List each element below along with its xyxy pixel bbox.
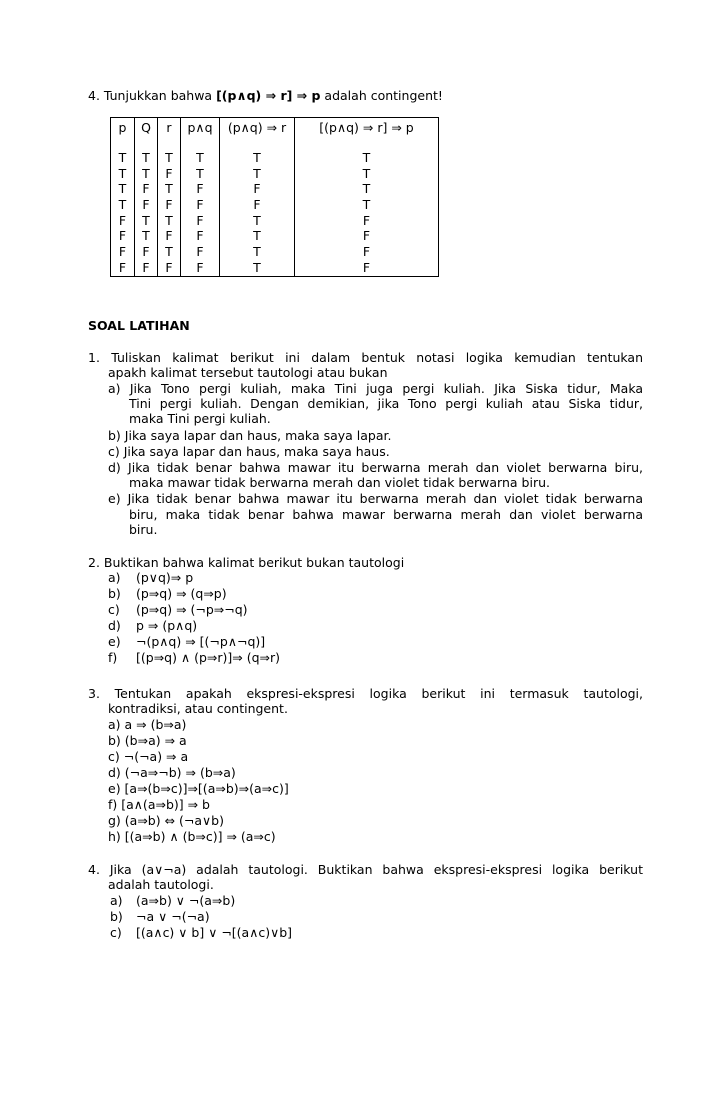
truth-table-col-implication-r: [220, 118, 295, 277]
table-cell: F: [118, 228, 127, 244]
table-cell: F: [118, 259, 127, 275]
question-1e-line-3: biru.: [129, 522, 158, 537]
table-cell: T: [142, 228, 150, 244]
question-1e-line-1: e) Jika tidak benar bahwa mawar itu berwarna merah dan violet tidak berwarna: [108, 491, 643, 506]
question-2-line-1: 2. Buktikan bahwa kalimat berikut bukan tautologi: [88, 555, 405, 570]
table-cell: T: [253, 228, 261, 244]
question-1d-line-2: maka mawar tidak berwarna merah dan violet tidak berwarna biru.: [129, 475, 550, 490]
table-cell: T: [253, 212, 261, 228]
truth-table-col-r: [158, 118, 181, 277]
table-cell: F: [196, 197, 204, 213]
truth-table: [110, 117, 439, 277]
table-cell: F: [142, 181, 150, 197]
list-item: g) (a⇒b) ⇔ (¬a∨b): [108, 813, 224, 828]
question-1e-line-2: biru, maka tidak benar bahwa mawar berwarna merah dan violet berwarna: [129, 507, 643, 522]
list-item: f) [(p⇒q) ∧ (p⇒r)]⇒ (q⇒r): [108, 650, 280, 665]
table-cell: T: [362, 165, 371, 181]
question-1a-line-3: maka Tini pergi kuliah.: [129, 411, 271, 426]
table-cell: F: [196, 181, 204, 197]
table-header: [(p∧q) ⇒ r] ⇒ p: [319, 120, 414, 135]
table-cell: F: [196, 228, 204, 244]
table-cell: T: [362, 197, 371, 213]
table-cell: F: [165, 197, 173, 213]
table-cell: F: [165, 228, 173, 244]
table-cell: F: [165, 165, 173, 181]
question-4-heading: [88, 88, 443, 103]
table-cell: T: [142, 165, 150, 181]
q4-suffix: adalah contingent!: [320, 88, 443, 103]
table-cell: T: [165, 244, 173, 260]
table-cell: T: [165, 212, 173, 228]
table-cell: F: [362, 212, 371, 228]
table-cell: T: [253, 259, 261, 275]
table-cell: T: [362, 181, 371, 197]
question-4b-line-2: adalah tautologi.: [108, 877, 214, 892]
question-3-line-2: kontradiksi, atau contingent.: [108, 701, 288, 716]
q4-prefix: 4. Tunjukkan bahwa: [88, 88, 217, 103]
question-1b: b) Jika saya lapar dan haus, maka saya lapar.: [108, 428, 392, 443]
list-item: c) [(a∧c) ∨ b] ∨ ¬[(a∧c)∨b]: [110, 925, 293, 940]
truth-table-col-p-and-q: [181, 118, 220, 277]
question-4b-line-1: 4. Jika (a∨¬a) adalah tautologi. Buktikan bahwa ekspresi-ekspresi logika berikut: [88, 862, 643, 877]
question-1c: c) Jika saya lapar dan haus, maka saya haus.: [108, 444, 390, 459]
list-item: c) (p⇒q) ⇒ (¬p⇒¬q): [108, 602, 248, 617]
truth-table-col-p: [111, 118, 135, 277]
table-cell: T: [253, 150, 261, 165]
table-cell: F: [362, 244, 371, 260]
table-cell: T: [165, 150, 173, 165]
truth-table-col-implication-p: [295, 118, 439, 277]
question-1-line-2: apakh kalimat tersebut tautologi atau bukan: [108, 365, 388, 380]
table-cell: F: [253, 181, 261, 197]
list-item: a) a ⇒ (b⇒a): [108, 717, 187, 732]
list-item: f) [a∧(a⇒b)] ⇒ b: [108, 797, 210, 812]
table-cell: T: [118, 150, 127, 165]
table-cell: T: [142, 212, 150, 228]
question-1d-line-1: d) Jika tidak benar bahwa mawar itu berwarna merah dan violet berwarna biru,: [108, 460, 643, 475]
table-header: r: [166, 120, 172, 135]
table-cell: T: [118, 197, 127, 213]
table-header: p∧q: [187, 120, 213, 135]
question-3-line-1: 3. Tentukan apakah ekspresi-ekspresi logika berikut ini termasuk tautologi,: [88, 686, 643, 701]
q4-formula: [(p∧q) ⇒ r] ⇒ p: [216, 88, 321, 103]
truth-table-col-q: [135, 118, 158, 277]
table-header: Q: [141, 120, 151, 135]
table-cell: F: [362, 259, 371, 275]
table-cell: T: [253, 165, 261, 181]
list-item: d) (¬a⇒¬b) ⇒ (b⇒a): [108, 765, 236, 780]
table-cell: F: [196, 244, 204, 260]
list-item: d) p ⇒ (p∧q): [108, 618, 198, 633]
table-cell: T: [362, 150, 371, 165]
table-cell: F: [362, 228, 371, 244]
table-cell: T: [118, 165, 127, 181]
table-cell: T: [196, 165, 204, 181]
table-cell: T: [196, 150, 204, 165]
list-item: a) (p∨q)⇒ p: [108, 570, 194, 585]
question-1-line-1: 1. Tuliskan kalimat berikut ini dalam bentuk notasi logika kemudian tentukan: [88, 350, 643, 365]
list-item: h) [(a⇒b) ∧ (b⇒c)] ⇒ (a⇒c): [108, 829, 276, 844]
list-item: a) (a⇒b) ∨ ¬(a⇒b): [110, 893, 236, 908]
table-cell: F: [142, 259, 150, 275]
table-cell: T: [118, 181, 127, 197]
section-title: SOAL LATIHAN: [88, 318, 190, 333]
table-cell: T: [165, 181, 173, 197]
list-item: e) [a⇒(b⇒c)]⇒[(a⇒b)⇒(a⇒c)]: [108, 781, 289, 796]
table-cell: F: [165, 259, 173, 275]
list-item: b) ¬a ∨ ¬(¬a): [110, 909, 210, 924]
list-item: b) (p⇒q) ⇒ (q⇒p): [108, 586, 227, 601]
table-header: p: [118, 120, 127, 135]
list-item: e) ¬(p∧q) ⇒ [(¬p∧¬q)]: [108, 634, 266, 649]
table-cell: F: [196, 212, 204, 228]
table-cell: F: [142, 197, 150, 213]
list-item: c) ¬(¬a) ⇒ a: [108, 749, 189, 764]
table-cell: F: [118, 244, 127, 260]
table-cell: T: [142, 150, 150, 165]
table-cell: T: [253, 244, 261, 260]
table-cell: F: [142, 244, 150, 260]
table-cell: F: [253, 197, 261, 213]
table-cell: F: [196, 259, 204, 275]
table-cell: F: [118, 212, 127, 228]
question-1a-line-2: Tini pergi kuliah. Dengan demikian, jika Tono pergi kuliah atau Siska tidur,: [129, 396, 643, 411]
table-header: (p∧q) ⇒ r: [227, 120, 287, 135]
list-item: b) (b⇒a) ⇒ a: [108, 733, 187, 748]
question-1a-line-1: a) Jika Tono pergi kuliah, maka Tini juga pergi kuliah. Jika Siska tidur, Maka: [108, 381, 643, 396]
